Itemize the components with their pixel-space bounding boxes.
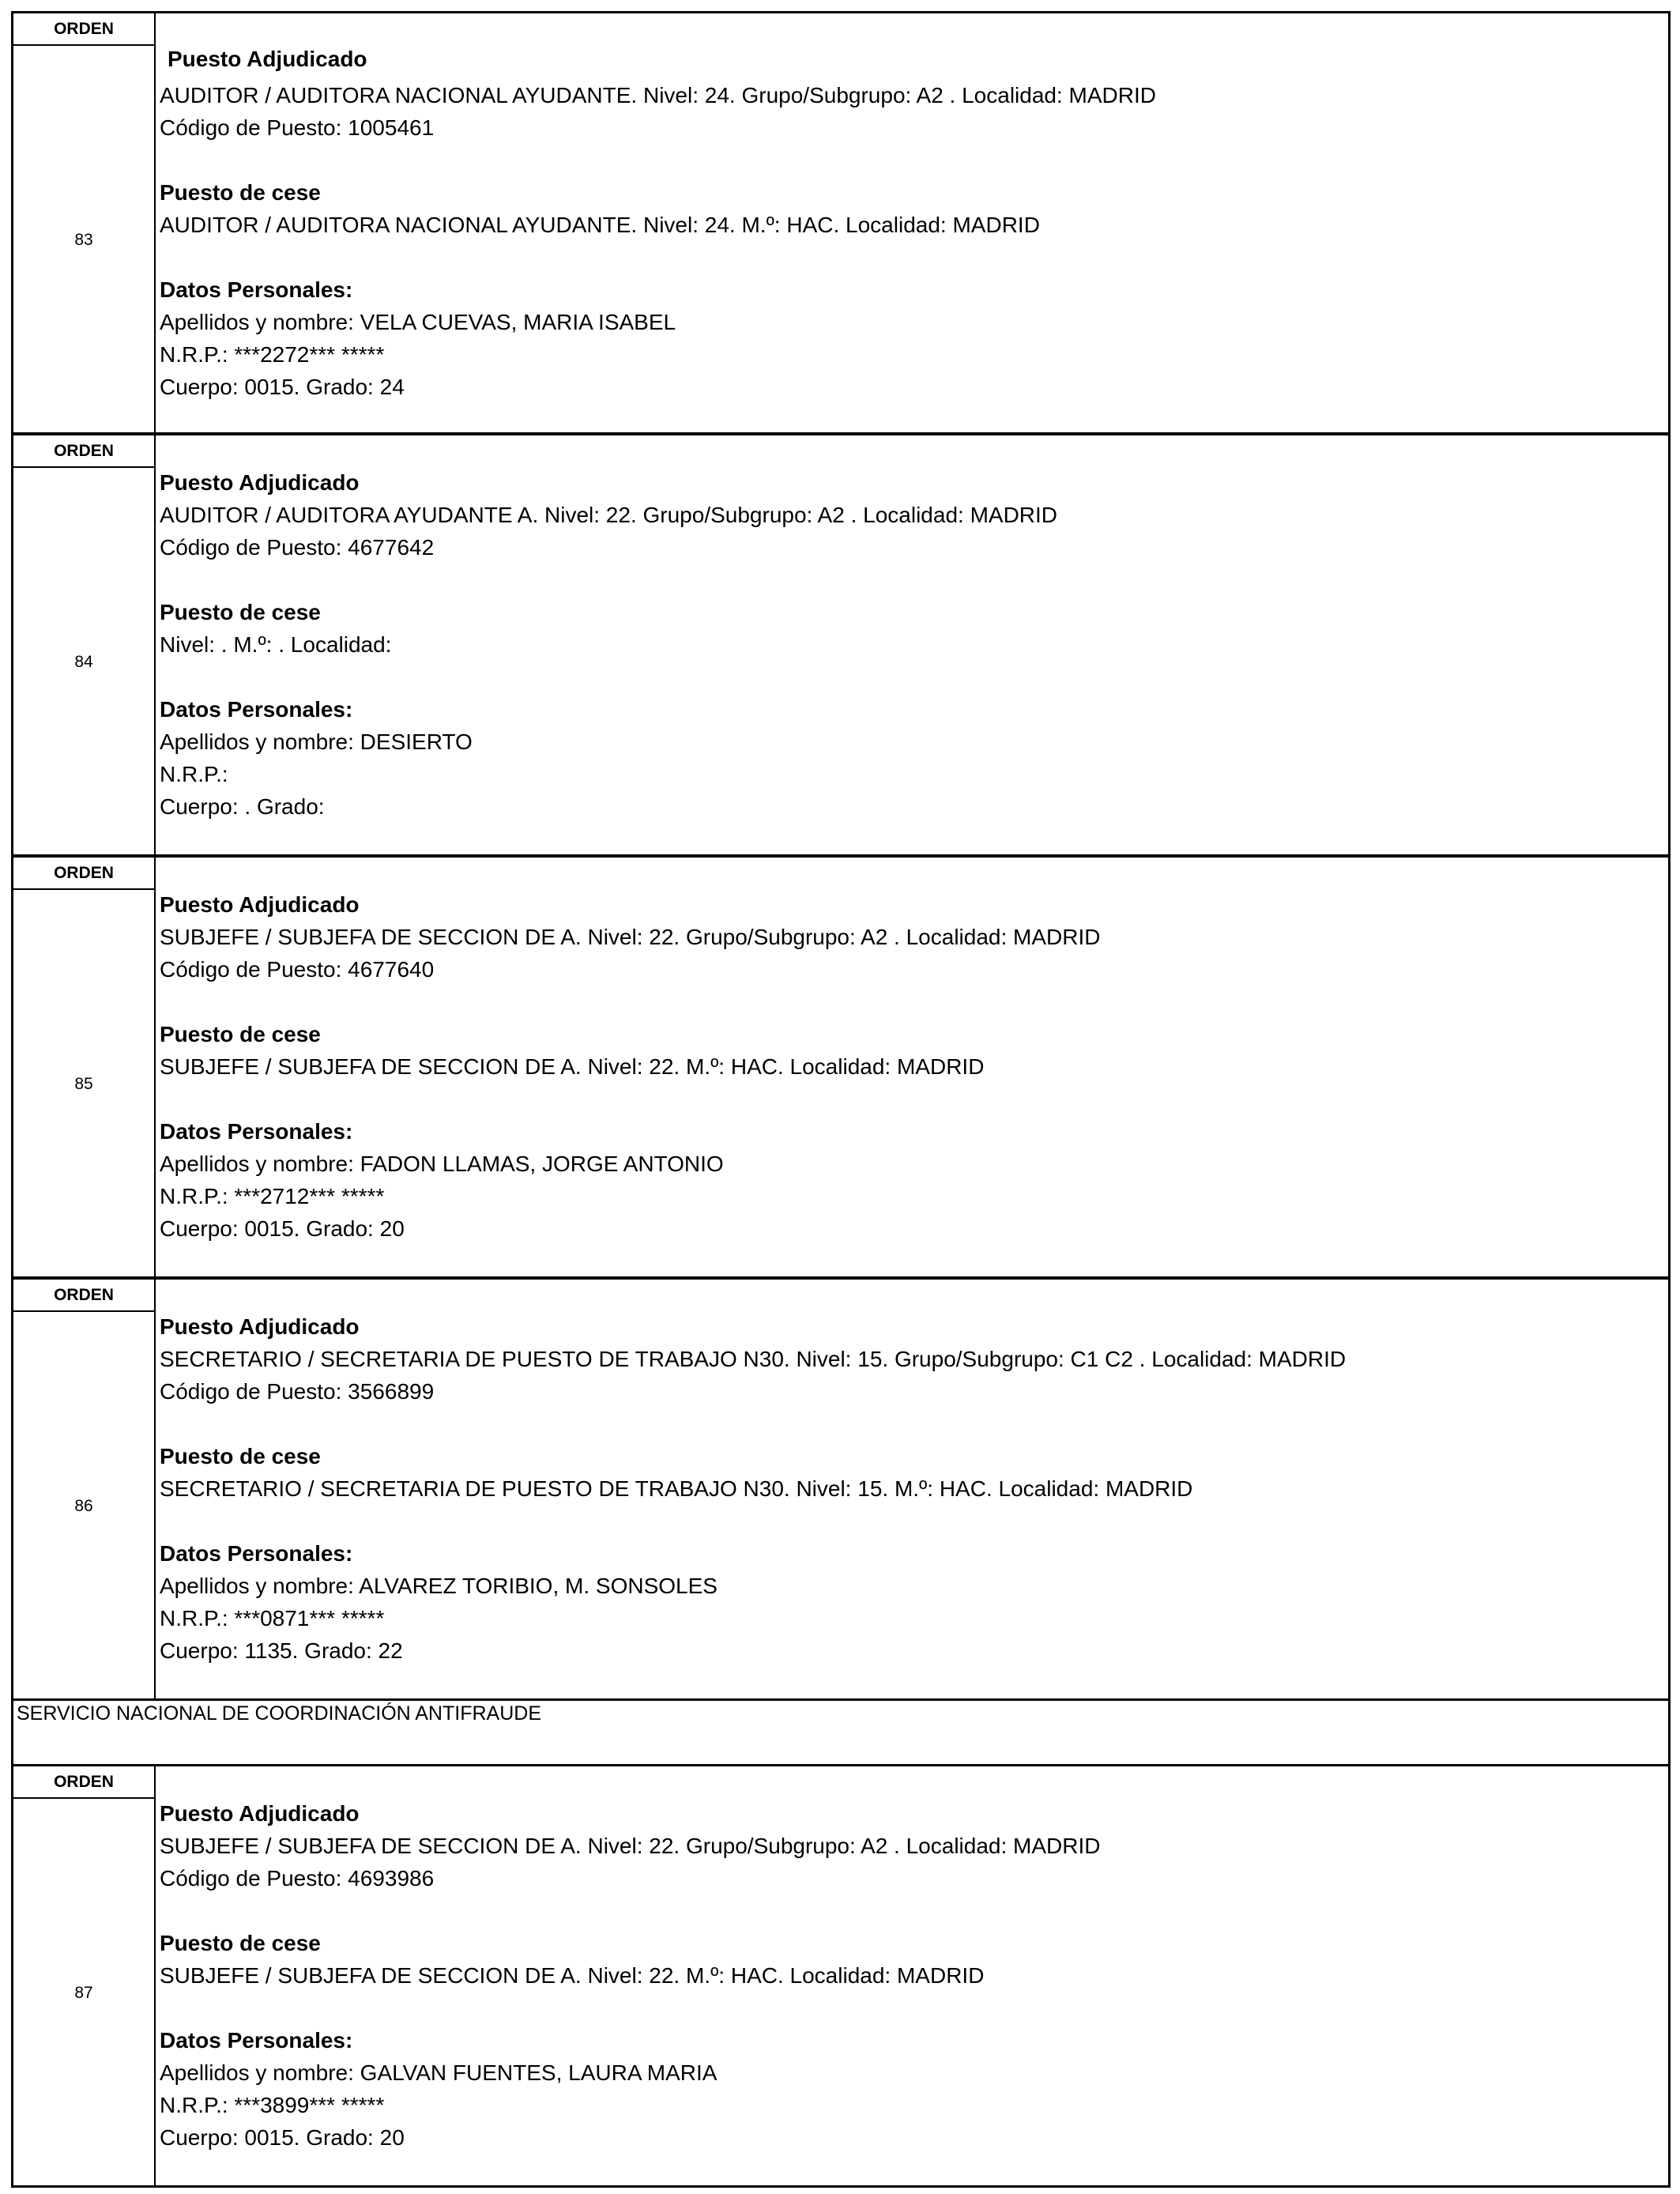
puesto-adjudicado-heading: Puesto Adjudicado: [160, 470, 360, 495]
section-row: [11, 1699, 1671, 1766]
nrp: N.R.P.: ***2712*** *****: [160, 1184, 385, 1208]
cuerpo-grado: Cuerpo: 0015. Grado: 20: [160, 1216, 405, 1241]
entry-83: [11, 11, 1671, 435]
apellidos-nombre: Apellidos y nombre: VELA CUEVAS, MARIA ISABEL: [160, 310, 676, 334]
puesto-cese-text: Nivel: . M.º: . Localidad:: [160, 632, 392, 657]
apellidos-nombre: Apellidos y nombre: GALVAN FUENTES, LAURA MARIA: [160, 2060, 718, 2085]
datos-personales-heading: Datos Personales:: [160, 1119, 353, 1144]
cuerpo-grado: Cuerpo: 0015. Grado: 20: [160, 2125, 405, 2150]
entry-content: [160, 858, 1668, 1276]
orden-column: [13, 1280, 156, 1698]
orden-label: ORDEN: [13, 858, 154, 890]
orden-number: 85: [74, 1075, 93, 1093]
orden-number: 84: [74, 653, 93, 671]
cuerpo-grado: Cuerpo: 0015. Grado: 24: [160, 375, 405, 399]
puesto-adjudicado-text: SECRETARIO / SECRETARIA DE PUESTO DE TRABAJO N30. Nivel: 15. Grupo/Subgrupo: C1 C2 . Localidad: MADRID: [160, 1347, 1347, 1371]
codigo-puesto: Código de Puesto: 4677640: [160, 957, 435, 982]
orden-number: 83: [74, 231, 93, 249]
orden-label: ORDEN: [13, 13, 154, 46]
orden-number: 86: [74, 1497, 93, 1515]
entry-content: [160, 1766, 1668, 2185]
section-label: SERVICIO NACIONAL DE COORDINACIÓN ANTIFRAUDE: [17, 1702, 541, 1725]
entry-85: [11, 855, 1671, 1279]
codigo-puesto: Código de Puesto: 4677642: [160, 535, 435, 560]
orden-label: ORDEN: [13, 435, 154, 468]
datos-personales-heading: Datos Personales:: [160, 1541, 353, 1566]
cuerpo-grado: Cuerpo: 1135. Grado: 22: [160, 1638, 403, 1663]
puesto-cese-heading: Puesto de cese: [160, 1931, 321, 1955]
puesto-adjudicado-text: AUDITOR / AUDITORA NACIONAL AYUDANTE. Nivel: 24. Grupo/Subgrupo: A2 . Localidad: MADRID: [160, 83, 1156, 107]
apellidos-nombre: Apellidos y nombre: FADON LLAMAS, JORGE ANTONIO: [160, 1152, 724, 1176]
codigo-puesto: Código de Puesto: 1005461: [160, 115, 435, 140]
puesto-adjudicado-heading: Puesto Adjudicado: [160, 892, 360, 917]
puesto-adjudicado-heading: Puesto Adjudicado: [160, 1801, 360, 1826]
entry-content: [160, 1280, 1668, 1698]
puesto-adjudicado-text: SUBJEFE / SUBJEFA DE SECCION DE A. Nivel: 22. Grupo/Subgrupo: A2 . Localidad: MADRID: [160, 1834, 1101, 1858]
orden-column: [13, 435, 156, 854]
nrp: N.R.P.: ***3899*** *****: [160, 2093, 385, 2117]
puesto-cese-heading: Puesto de cese: [160, 1444, 321, 1468]
puesto-adjudicado-heading: Puesto Adjudicado: [160, 1314, 360, 1339]
puesto-cese-text: SUBJEFE / SUBJEFA DE SECCION DE A. Nivel: 22. M.º: HAC. Localidad: MADRID: [160, 1054, 985, 1079]
nrp: N.R.P.:: [160, 762, 228, 786]
orden-column: [13, 13, 156, 432]
puesto-cese-heading: Puesto de cese: [160, 600, 321, 624]
puesto-adjudicado-heading: Puesto Adjudicado: [168, 47, 367, 71]
entry-87: [11, 1764, 1671, 2188]
nrp: N.R.P.: ***2272*** *****: [160, 342, 385, 367]
puesto-cese-text: AUDITOR / AUDITORA NACIONAL AYUDANTE. Nivel: 24. M.º: HAC. Localidad: MADRID: [160, 213, 1040, 237]
nrp: N.R.P.: ***0871*** *****: [160, 1606, 385, 1630]
apellidos-nombre: Apellidos y nombre: DESIERTO: [160, 729, 473, 754]
puesto-cese-heading: Puesto de cese: [160, 180, 321, 205]
entry-content: [160, 13, 1668, 432]
apellidos-nombre: Apellidos y nombre: ALVAREZ TORIBIO, M. SONSOLES: [160, 1574, 718, 1598]
puesto-cese-heading: Puesto de cese: [160, 1022, 321, 1046]
entry-content: [160, 435, 1668, 854]
puesto-cese-text: SECRETARIO / SECRETARIA DE PUESTO DE TRABAJO N30. Nivel: 15. M.º: HAC. Localidad: MADRID: [160, 1476, 1193, 1501]
orden-column: [13, 1766, 156, 2185]
datos-personales-heading: Datos Personales:: [160, 2028, 353, 2053]
datos-personales-heading: Datos Personales:: [160, 697, 353, 722]
datos-personales-heading: Datos Personales:: [160, 277, 353, 302]
entry-86: [11, 1277, 1671, 1701]
puesto-adjudicado-text: SUBJEFE / SUBJEFA DE SECCION DE A. Nivel: 22. Grupo/Subgrupo: A2 . Localidad: MADRID: [160, 925, 1101, 949]
puesto-adjudicado-text: AUDITOR / AUDITORA AYUDANTE A. Nivel: 22. Grupo/Subgrupo: A2 . Localidad: MADRID: [160, 503, 1058, 527]
puesto-cese-text: SUBJEFE / SUBJEFA DE SECCION DE A. Nivel: 22. M.º: HAC. Localidad: MADRID: [160, 1963, 985, 1988]
orden-label: ORDEN: [13, 1280, 154, 1312]
orden-number: 87: [74, 1984, 93, 2002]
orden-column: [13, 858, 156, 1276]
cuerpo-grado: Cuerpo: . Grado:: [160, 794, 325, 819]
entry-84: [11, 433, 1671, 857]
codigo-puesto: Código de Puesto: 3566899: [160, 1379, 435, 1404]
orden-label: ORDEN: [13, 1766, 154, 1799]
codigo-puesto: Código de Puesto: 4693986: [160, 1866, 435, 1891]
